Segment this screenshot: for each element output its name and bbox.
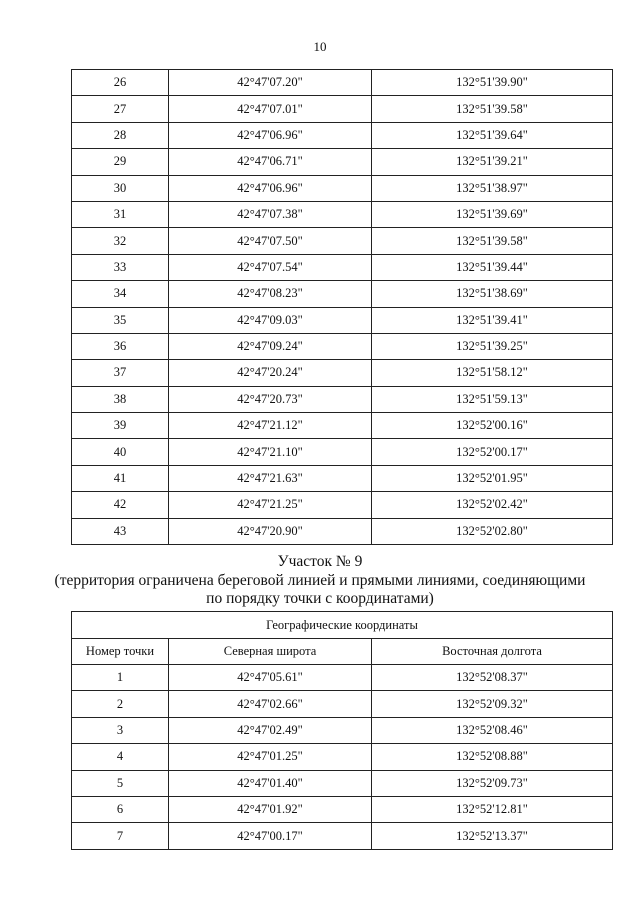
point-number-cell: 7 — [72, 823, 169, 849]
latitude-cell: 42°47'21.12" — [169, 413, 372, 439]
point-number-cell: 26 — [72, 70, 169, 96]
longitude-cell: 132°52'02.42" — [372, 492, 613, 518]
table-header-row — [72, 639, 613, 665]
point-number-cell: 3 — [72, 717, 169, 743]
table-row — [72, 96, 613, 122]
coordinates-table-continued — [71, 69, 613, 545]
longitude-cell: 132°51'39.44" — [372, 254, 613, 280]
table-row — [72, 439, 613, 465]
latitude-cell: 42°47'06.96" — [169, 122, 372, 148]
latitude-cell: 42°47'07.38" — [169, 201, 372, 227]
group-header-cell: Географические координаты — [72, 612, 613, 639]
latitude-cell: 42°47'07.20" — [169, 70, 372, 96]
point-number-cell: 5 — [72, 770, 169, 796]
table-row — [72, 122, 613, 148]
point-number-cell: 33 — [72, 254, 169, 280]
latitude-cell: 42°47'05.61" — [169, 665, 372, 691]
longitude-cell: 132°51'39.21" — [372, 149, 613, 175]
table-row — [72, 228, 613, 254]
table-row — [72, 70, 613, 96]
point-number-cell: 30 — [72, 175, 169, 201]
point-number-cell: 29 — [72, 149, 169, 175]
latitude-cell: 42°47'01.40" — [169, 770, 372, 796]
longitude-cell: 132°52'13.37" — [372, 823, 613, 849]
table-row — [72, 691, 613, 717]
longitude-cell: 132°51'38.69" — [372, 281, 613, 307]
table-row — [72, 201, 613, 227]
table-row — [72, 175, 613, 201]
table-row — [72, 386, 613, 412]
longitude-cell: 132°52'08.37" — [372, 665, 613, 691]
point-number-cell: 41 — [72, 465, 169, 491]
coordinates-table-body — [72, 70, 613, 545]
table-row — [72, 333, 613, 359]
table-row — [72, 307, 613, 333]
point-number-cell: 39 — [72, 413, 169, 439]
latitude-cell: 42°47'09.24" — [169, 333, 372, 359]
table-row — [72, 665, 613, 691]
latitude-cell: 42°47'06.71" — [169, 149, 372, 175]
longitude-cell: 132°51'39.69" — [372, 201, 613, 227]
page-number: 10 — [313, 39, 327, 54]
latitude-cell: 42°47'07.54" — [169, 254, 372, 280]
longitude-cell: 132°51'58.12" — [372, 360, 613, 386]
longitude-cell: 132°51'39.90" — [372, 70, 613, 96]
point-number-cell: 35 — [72, 307, 169, 333]
latitude-cell: 42°47'01.92" — [169, 796, 372, 822]
latitude-cell: 42°47'09.03" — [169, 307, 372, 333]
table-row — [72, 770, 613, 796]
table-row — [72, 254, 613, 280]
longitude-cell: 132°52'01.95" — [372, 465, 613, 491]
point-number-cell: 2 — [72, 691, 169, 717]
coordinates-table-section-9 — [71, 611, 613, 850]
table-row — [72, 360, 613, 386]
longitude-cell: 132°52'09.32" — [372, 691, 613, 717]
point-number-cell: 38 — [72, 386, 169, 412]
column-header-point-number: Номер точки — [72, 639, 169, 665]
table-row — [72, 744, 613, 770]
longitude-cell: 132°51'39.58" — [372, 228, 613, 254]
latitude-cell: 42°47'02.66" — [169, 691, 372, 717]
longitude-cell: 132°52'02.80" — [372, 518, 613, 544]
longitude-cell: 132°52'08.88" — [372, 744, 613, 770]
point-number-cell: 27 — [72, 96, 169, 122]
section-description-line1: (территория ограничена береговой линией и прямыми линиями, соединяющими — [54, 572, 586, 589]
latitude-cell: 42°47'06.96" — [169, 175, 372, 201]
point-number-cell: 34 — [72, 281, 169, 307]
point-number-cell: 28 — [72, 122, 169, 148]
point-number-cell: 31 — [72, 201, 169, 227]
point-number-cell: 43 — [72, 518, 169, 544]
point-number-cell: 42 — [72, 492, 169, 518]
table-row — [72, 796, 613, 822]
longitude-cell: 132°52'00.17" — [372, 439, 613, 465]
latitude-cell: 42°47'07.50" — [169, 228, 372, 254]
section-heading: Участок № 9 — [277, 553, 363, 570]
longitude-cell: 132°51'38.97" — [372, 175, 613, 201]
longitude-cell: 132°51'39.58" — [372, 96, 613, 122]
longitude-cell: 132°51'39.64" — [372, 122, 613, 148]
longitude-cell: 132°52'08.46" — [372, 717, 613, 743]
longitude-cell: 132°52'09.73" — [372, 770, 613, 796]
column-header-north-latitude: Северная широта — [169, 639, 372, 665]
table-row — [72, 823, 613, 849]
point-number-cell: 6 — [72, 796, 169, 822]
longitude-cell: 132°51'39.25" — [372, 333, 613, 359]
table-row — [72, 518, 613, 544]
latitude-cell: 42°47'20.24" — [169, 360, 372, 386]
latitude-cell: 42°47'20.90" — [169, 518, 372, 544]
latitude-cell: 42°47'08.23" — [169, 281, 372, 307]
latitude-cell: 42°47'02.49" — [169, 717, 372, 743]
table-row — [72, 492, 613, 518]
point-number-cell: 1 — [72, 665, 169, 691]
longitude-cell: 132°51'39.41" — [372, 307, 613, 333]
point-number-cell: 32 — [72, 228, 169, 254]
longitude-cell: 132°52'00.16" — [372, 413, 613, 439]
section-description-line2: по порядку точки с координатами) — [206, 590, 434, 607]
table-group-header-row — [72, 612, 613, 639]
table-row — [72, 717, 613, 743]
latitude-cell: 42°47'21.63" — [169, 465, 372, 491]
column-header-east-longitude: Восточная долгота — [372, 639, 613, 665]
table-row — [72, 413, 613, 439]
longitude-cell: 132°52'12.81" — [372, 796, 613, 822]
latitude-cell: 42°47'01.25" — [169, 744, 372, 770]
point-number-cell: 37 — [72, 360, 169, 386]
latitude-cell: 42°47'00.17" — [169, 823, 372, 849]
table-row — [72, 149, 613, 175]
longitude-cell: 132°51'59.13" — [372, 386, 613, 412]
table-row — [72, 465, 613, 491]
latitude-cell: 42°47'21.25" — [169, 492, 372, 518]
latitude-cell: 42°47'20.73" — [169, 386, 372, 412]
point-number-cell: 40 — [72, 439, 169, 465]
table-row — [72, 281, 613, 307]
latitude-cell: 42°47'21.10" — [169, 439, 372, 465]
coordinates-table-body — [72, 665, 613, 850]
point-number-cell: 36 — [72, 333, 169, 359]
latitude-cell: 42°47'07.01" — [169, 96, 372, 122]
point-number-cell: 4 — [72, 744, 169, 770]
